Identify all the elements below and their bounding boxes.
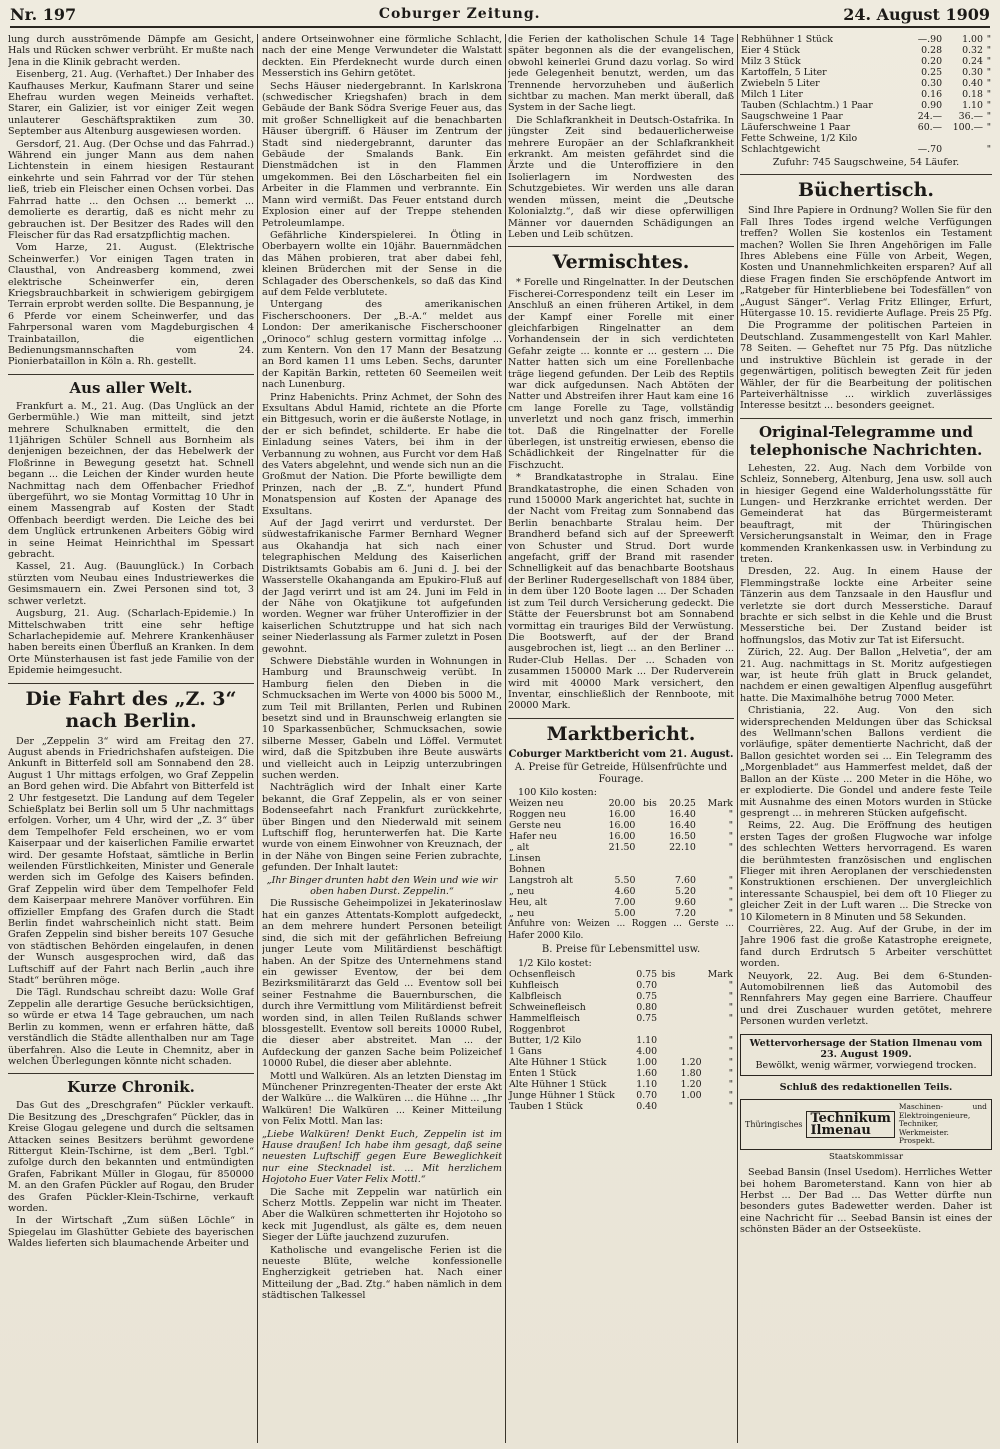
article-paragraph: Nachträglich wird der Inhalt einer Karte bekannt, die Graf Zeppelin, als er von seiner Bodenseefahrt nach Frankfurt zurückkehrte, über Bingen und den Niederwald mit seinem Luftschiff flog, herunterwerfen hat. Die Karte wurde von einem Einwohner von Kreuznach, der in der Nähe von Bingen seine Ferien zubrachte, gefunden. Der Inhalt lautet:	[262, 782, 502, 874]
price-value: 7.60	[675, 875, 696, 887]
masthead	[10, 2, 990, 28]
price-item: Alte Hühner 1 Stück	[509, 1057, 607, 1068]
newspaper-title: Coburger Zeitung.	[378, 6, 541, 22]
price-value: "	[728, 908, 733, 920]
price-value: 9.60	[675, 897, 696, 909]
price-value: 1.10	[636, 1035, 658, 1046]
price-row	[508, 908, 734, 919]
column-1	[8, 34, 254, 1443]
price-value	[658, 1035, 676, 1046]
weather-text: Bewölkt, wenig wärmer, vorwiegend trocken.	[755, 1060, 977, 1072]
article-paragraph: Schwere Diebstähle wurden in Wohnungen in Hamburg und Braunschweig verübt. In Hamburg fielen den Dieben in die Schmucksachen im Werte von 4000 bis 5000 M., zum Teil mit Brillanten, Perlen und Rubinen besetzt sind und in Braunschweig erlangten sie 10 Sparkassenbücher, Schmucksachen, sowie silberne Messer, Gabeln und Löffel. Vermutet wird, daß die Spitzbuben ihre Beute auswärts und vielleicht auch in Leipzig unterzubringen suchen werden.	[262, 655, 502, 781]
price-value	[658, 853, 697, 864]
price-value: 0.75	[636, 1013, 658, 1024]
price-item: Hafer neu	[509, 831, 557, 843]
price-value	[658, 1024, 676, 1035]
price-row	[740, 111, 992, 122]
price-value: 0.20	[921, 56, 943, 67]
price-value: 1.00	[962, 34, 983, 45]
price-value	[676, 1035, 702, 1046]
price-row	[740, 122, 992, 133]
article-paragraph: Kassel, 21. Aug. (Bauunglück.) In Corbach stürzten vom Neubau eines Industriewerkes die Gesimsmauern ein. Zwei Personen sind tot, 3 schwer verletzt.	[8, 561, 254, 607]
article-paragraph: andere Ortseinwohner eine förmliche Schlacht, nach der eine Menge Verwundeter die Walstatt deckten. Ein Pferdeknecht wurde durch einen Messerstich ins Gehirn getötet.	[262, 34, 502, 80]
price-value	[676, 1002, 702, 1013]
price-value	[943, 144, 984, 155]
price-value: bis	[661, 969, 676, 980]
price-value	[658, 991, 676, 1002]
article-paragraph: Die Russische Geheimpolizei in Jekaterinoslaw hat ein ganzes Attentats-Komplott aufgedeckt, an dem mehrere hundert Personen beteiligt sind, die sich mit der gefährlichen Befreiung junger Leute vom Militärdienst beschäftigt haben. An der Spitze des Unternehmens stand ein gewisser Eventow, der bei dem Bezirksmilitärarzt das Geld ... Eventow soll bei seiner Festnahme die Bauernburschen, die durch ihre Vermittlung vom Militärdienst befreit worden sind, in allen Teilen Rußlands schwer blossgestellt. Eventow soll bereits 10000 Rubel, die dieser aber abstreitet. Man ... der Aufdeckung der ganzen Sache beim Polizeichef 10000 Rubel, die dieser aber ablehnte.	[262, 898, 502, 1070]
price-row	[740, 144, 992, 155]
column-divider	[737, 34, 738, 1443]
ad-label: Thüringisches	[745, 1120, 803, 1129]
end-of-editorial: Schluß des redaktionellen Teils.	[779, 1081, 953, 1093]
price-item: Tauben (Schlachtm.) 1 Paar	[741, 100, 873, 111]
price-value: 100.—	[952, 122, 983, 133]
price-value: 1.20	[680, 1057, 702, 1068]
price-item: Roggen neu	[509, 809, 566, 821]
price-value: Mark	[707, 969, 733, 980]
column-divider	[257, 34, 258, 1443]
article-paragraph: Zürich, 22. Aug. Der Ballon „Helvetia“, der am 21. Aug. nachmittags in St. Moritz aufgestiegen war, ist heute früh glatt in Bruck gelandet, nachdem er einen gewaltigen Alpenflug ausgeführt hatte. Die Maximalhöhe betrug 7000 Meter.	[740, 647, 992, 704]
price-value	[658, 1002, 676, 1013]
price-value: 1.20	[680, 1079, 702, 1090]
price-value	[676, 969, 702, 980]
market-unit: 100 Kilo kosten:	[518, 786, 597, 798]
price-row	[740, 56, 992, 67]
price-value: 5.20	[675, 886, 696, 898]
price-row	[508, 1013, 734, 1024]
price-value: 7.00	[614, 897, 636, 909]
price-value: "	[728, 1002, 733, 1013]
price-value	[632, 1024, 658, 1035]
price-value: 1.80	[680, 1068, 702, 1079]
article-paragraph: In der Wirtschaft „Zum süßen Löchle“ in Spiegelau im Glashütter Gebiete des bayerischen Waldes lieferten sich blaumachende Arbeiter und	[8, 1215, 254, 1250]
article-paragraph: Mottl und Walküren. Als an letzten Dienstag im Münchener Prinzregenten-Theater der erste Akt der Walküre ... die Walküren ... die Hühne ... „Ihr Walküren! Die Walküren ... Keiner Mitteilung von Felix Mottl. Man las:	[262, 1070, 502, 1128]
article-paragraph: Dresden, 22. Aug. In einem Hause der Flemmingstraße lockte eine Arbeiter seine Tänzerin aus dem Tanzsaale in den Hausflur und verletzte sie dort durch Messerstiche. Darauf brachte er sich selbst in die Kehle und die Brust Messerstiche bei. Der Zustand beider ist hoffnungslos, das Motiv zur Tat ist Eifersucht.	[740, 566, 992, 646]
price-row	[508, 1035, 734, 1046]
price-value: 1.00	[680, 1090, 702, 1101]
price-value: 0.18	[962, 89, 983, 100]
quote: „Ihr Binger drunten habt den Wein und wie wir oben haben Durst. Zeppelin.“	[266, 874, 498, 898]
article-paragraph: Prinz Habenichts. Prinz Achmet, der Sohn des Exsultans Abdul Hamid, richtete an die Pforte ein Bittgesuch, worin er die äußerste Notlage, in der er sich befindet, schilderte. Er habe die Einladung seines Vaters, bei ihm in der Verbannung zu wohnen, aus Furcht vor dem Haß des Vaters abgelehnt, und wende sich nun an die Großmut der Nation. Die Pforte bewilligte dem Prinzen, nach der „B. Z.“, hundert Pfund Monatspension auf Kosten der Apanage des Exsultans.	[262, 391, 502, 517]
price-value	[636, 842, 657, 853]
price-row	[740, 45, 992, 56]
article-paragraph: Sechs Häuser niedergebrannt. In Karlskrona (schwedischer Kriegshafen) brach in dem Gebäude der Bank Södra Sverige Feuer aus, das mit großer Schnelligkeit auf die benachbarten Häuser übergriff. 6 Häuser im Zentrum der Stadt sind niedergebrannt, darunter das Gebäude der Smalands Bank. Ein Dienstmädchen ist in den Flammen umgekommen. Bei den Löscharbeiten fiel ein Arbeiter in die Flammen und verbrannte. Ein Mann wird vermißt. Das Feuer entstand durch Explosion einer auf der Treppe stehenden Petroleumlampe.	[262, 80, 502, 229]
price-value: 5.50	[614, 875, 636, 887]
price-item: Milz 3 Stück	[741, 56, 801, 67]
quote: „Liebe Walküren! Denkt Euch, Zeppelin ist im Hause draußen! Ich habe ihm gesagt, daß seine neuesten Luftschiff gegen Eure Beweglichkeit nur eine Stecknadel ist. ... Mit herzlichem Hojotoho Euer Vater Felix Mottl.“	[262, 1128, 502, 1186]
price-value: 0.28	[921, 45, 943, 56]
supply-line: Zufuhr: 745 Saugschweine, 54 Läufer.	[772, 157, 960, 168]
price-value	[636, 897, 657, 908]
price-value	[636, 831, 657, 842]
price-row	[508, 798, 734, 809]
advertisement	[740, 1099, 992, 1150]
price-value	[597, 853, 636, 864]
price-row	[740, 34, 992, 45]
price-item: Kuhfleisch	[509, 980, 559, 991]
price-value: "	[728, 1079, 733, 1090]
price-item: Zwiebeln 5 Liter	[741, 78, 820, 89]
price-value: 1.10	[962, 100, 983, 111]
price-item: Linsen	[509, 853, 541, 865]
price-value	[597, 864, 636, 875]
price-row	[508, 864, 734, 875]
price-row	[508, 1024, 734, 1035]
price-item: Roggenbrot	[509, 1024, 566, 1035]
price-item: Ochsenfleisch	[509, 969, 576, 980]
price-value: "	[728, 820, 733, 832]
price-value: "	[728, 1046, 733, 1057]
section-heading: Marktbericht.	[508, 718, 734, 745]
price-value: 4.00	[636, 1046, 658, 1057]
article-paragraph: die Ferien der katholischen Schule 14 Tage später begonnen als die der evangelischen, obwohl keinerlei Grund dazu vorlag. So wird jede Gelegenheit benutzt, werden, um das Trennende hervorzuheben und äußerlich sichtbar zu machen. Man merkt überall, daß System in der Sache liegt.	[508, 34, 734, 114]
price-item: Eier 4 Stück	[741, 45, 800, 56]
price-value: 16.00	[608, 809, 636, 821]
price-item: Tauben 1 Stück	[509, 1101, 583, 1112]
price-row	[508, 1079, 734, 1090]
price-row	[508, 809, 734, 820]
price-item: „ neu	[509, 908, 535, 920]
price-value: "	[986, 100, 991, 111]
price-item: Schlachtgewicht	[741, 144, 820, 155]
price-value: 0.24	[962, 56, 983, 67]
price-row	[508, 969, 734, 980]
price-value	[658, 1057, 676, 1068]
article-paragraph: Die Tägl. Rundschau schreibt dazu: Wolle Graf Zeppelin alle derartige Gesuche berücksichtigen, so würde er etwa 14 Tage gebrauchen, um nach Berlin zu kommen, wenn er erfahren hätte, daß verständlich die Städte allenthalben nur am Tage überfahren. Also die Leute in Chemnitz, aber in welchen Überlegungen könnte nicht schaden.	[8, 987, 254, 1067]
price-value: "	[728, 980, 733, 991]
article-paragraph: Christiania, 22. Aug. Von den sich widersprechenden Meldungen über das Schicksal des Wellmann'schen Ballons verdient die vorläufige, später dementierte Nachricht, daß der Ballon gesichtet worden sei ... Ein Telegramm des „Morgenbladet“ aus Hammerfest meldet, daß der Ballon an der Küste ... 200 Meter in die Höhe, wo er explodierte. Die Gondel und andere feste Teile mit Ausnahme des einen Motors wurden in Stücke gesprengt ... in mehreren Stücken aufgefischt.	[740, 705, 992, 819]
price-row	[740, 89, 992, 100]
price-value: 0.70	[636, 1090, 658, 1101]
price-value	[658, 980, 676, 991]
issue-number: Nr. 197	[10, 4, 77, 24]
price-item: 1 Gans	[509, 1046, 542, 1057]
price-item: Kalbfleisch	[509, 991, 562, 1002]
column-divider	[505, 34, 506, 1443]
price-value	[676, 1101, 702, 1112]
price-value	[676, 991, 702, 1002]
price-value: 20.00	[608, 798, 636, 810]
price-value: "	[986, 89, 991, 100]
price-value	[910, 133, 943, 144]
article-paragraph: Augsburg, 21. Aug. (Scharlach-Epidemie.) In Mittelschwaben tritt eine sehr heftige Scharlachepidemie auf. Mehrere Krankenhäuser haben bereits einen Überfluß an Kranken. In dem Orte Münsterhausen ist fast jede Familie von der Epidemie heimgesucht.	[8, 608, 254, 677]
price-row	[508, 1057, 734, 1068]
price-value: "	[986, 122, 991, 133]
article-paragraph: Untergang des amerikanischen Fischerschooners. Der „B.-A.“ meldet aus London: Der amerikanische Fischerschooner „Orinoco“ schlug gestern vormittag infolge ... zum Kentern. Von den 17 Mann der Besatzung an Bord kamen 11 ums Leben. Sechs, darunter der Kapitän Barkin, retteten 60 Seemeilen weit nach Lunenburg.	[262, 299, 502, 391]
section-heading: Original-Telegramme und telephonische Nachrichten.	[740, 418, 992, 459]
price-value: 0.80	[636, 1002, 658, 1013]
price-item: Langstroh alt	[509, 875, 573, 887]
article-paragraph: Katholische und evangelische Ferien ist die neueste Blüte, welche konfessionelle Engherzigkeit getrieben hat. Nach einer Mitteilung der „Bad. Ztg.“ haben nämlich in dem städtischen Talkessel	[262, 1244, 502, 1302]
price-value	[943, 133, 984, 144]
price-value: 0.75	[636, 991, 658, 1002]
price-value: "	[728, 1101, 733, 1112]
price-row	[508, 1068, 734, 1079]
section-heading: Büchertisch.	[740, 174, 992, 201]
section-heading: Vermischtes.	[508, 246, 734, 273]
article-paragraph: lung durch ausströmende Dämpfe am Gesicht, Hals und Rücken schwer verbrüht. Er mußte nach Jena in die Klinik gebracht werden.	[8, 34, 254, 68]
price-value	[658, 1101, 676, 1112]
price-value	[703, 1024, 734, 1035]
price-item: Heu, alt	[509, 897, 548, 909]
price-value	[636, 875, 657, 886]
price-row	[508, 875, 734, 886]
column-3	[508, 34, 734, 1443]
price-value: 1.00	[636, 1057, 658, 1068]
price-value	[658, 1090, 676, 1101]
market-note: Anfuhre von: Weizen ... Roggen ... Gerste ... Hafer 2000 Kilo.	[508, 919, 734, 941]
price-value: 16.40	[669, 820, 696, 832]
article-paragraph: * Forelle und Ringelnatter. In der Deutschen Fischerei-Correspondenz teilt ein Leser im Anschluß an einen früheren Artikel, in dem der Kampf einer Forelle mit einer gleichfarbigen Ringelnatter an dem Vorhandensein der in sich verdichteten Gefahr zeigte ... konnte er ... gestern ... Die Natter hatten sich um eine Forellenbache träge liegend gefunden. Der Leib des Reptils war dick aufgedunsen. Nach Abtöten der Natter und Abstreifen ihrer Haut kam eine 16 cm lange Forelle zu Tage, vollständig unverletzt und noch ganz frisch, immerhin tot. Daß die Ringelnatter der Forelle überlegen, ist unstreitig erwiesen, ebenso die Schädlichkeit der Ringelnatter für die Fischzucht.	[508, 277, 734, 471]
column-4	[740, 34, 992, 1443]
price-value: "	[728, 897, 733, 909]
price-value: —.90	[917, 34, 943, 45]
price-row	[740, 67, 992, 78]
price-value: bis	[643, 798, 657, 810]
article-paragraph: Reims, 22. Aug. Die Eröffnung des heutigen ersten Tages der großen Flugwoche war infolge des schlechten Wetters hervorragend. Es waren die berühmtesten französischen und englischen Flieger mit ihren Aeroplanen der verschiedensten Konstruktionen erschienen. Der unvergleichlich interessante Schauspiel, bei dem oft 10 Flieger zu gleicher Zeit in der Luft waren ... Die Strecke von 10 Kilometern in 8 Minuten und 58 Sekunden.	[740, 820, 992, 923]
price-value	[658, 1013, 676, 1024]
price-value: "	[986, 67, 991, 78]
price-row	[508, 980, 734, 991]
price-value: 4.60	[614, 886, 636, 898]
ad-details: Maschinen- und Elektroingenieure, Techniker, Werkmeister. Prospekt.	[898, 1102, 987, 1146]
article-paragraph: Die Schlafkrankheit in Deutsch-Ostafrika. In jüngster Zeit sind bedauerlicherweise mehrere Europäer an der Schlafkrankheit erkrankt. Am meisten gefährdet sind die Ärzte und die Unteroffiziere in den Isolierlagern im Nordwesten des Schutzgebietes. Wir werden uns alle daran wenden müssen, meint die „Deutsche Kolonialztg.“, daß wir diese opferwilligen Männer vor dauernden Schädigungen an Leben und Leib schützen.	[508, 114, 734, 240]
article-paragraph: Vom Harze, 21. August. (Elektrische Scheinwerfer.) Vor einigen Tagen traten in Clausthal, von Andreasberg kommend, zwei elektrische Scheinwerfer ein, deren Kriegsbrauchbarkeit in schwierigem gebirgigem Terrain erprobt werden sollte. Die Bespannung, je 6 Pferde vor einem Scheinwerfer, und das Fahrpersonal waren vom Magdeburgischen 4 Trainbataillon, die eigentlichen Bedienungsmannschaften vom 24. Pionierbataillon in Köln a. Rh. gestellt.	[8, 242, 254, 368]
price-value: 7.20	[675, 908, 696, 920]
price-value: "	[728, 991, 733, 1002]
price-row	[508, 897, 734, 908]
price-value: —.70	[917, 144, 943, 155]
price-value: 0.75	[636, 969, 658, 980]
price-value: "	[986, 111, 991, 122]
price-row	[508, 853, 734, 864]
price-item: Kartoffeln, 5 Liter	[741, 67, 827, 78]
price-item: Bohnen	[509, 864, 546, 876]
price-value	[697, 853, 734, 864]
price-value: 16.50	[669, 831, 696, 843]
price-value: 16.00	[608, 831, 636, 843]
price-item: „ alt	[509, 842, 530, 854]
price-item: Gerste neu	[509, 820, 562, 832]
price-row	[740, 133, 992, 144]
price-row	[740, 100, 992, 111]
price-value: 0.40	[962, 78, 983, 89]
price-value: 0.32	[962, 45, 983, 56]
price-row	[508, 1002, 734, 1013]
price-value: 0.25	[921, 67, 943, 78]
price-value: "	[728, 842, 733, 854]
article-paragraph: Die Programme der politischen Parteien in Deutschland. Zusammengestellt von Karl Mahler. 78 Seiten. — Geheftet nur 75 Pfg. Das nützliche und instruktive Büchlein ist gerade in der gegenwärtigen, politisch bewegten Zeit für jeden Wähler, der für die Bearbeitung der politischen Parteiverhältnisse ... wirklich zuverlässiges Interesse besitzt ... besonders geeignet.	[740, 320, 992, 412]
price-item: Rebhühner 1 Stück	[741, 34, 833, 45]
price-value: 21.50	[608, 842, 636, 854]
market-subheading: B. Preise für Lebensmittel usw.	[541, 944, 701, 956]
price-value	[636, 809, 657, 820]
price-item: Butter, 1/2 Kilo	[509, 1035, 582, 1046]
price-value	[984, 133, 992, 144]
price-row	[508, 1101, 734, 1112]
price-value: "	[728, 1057, 733, 1068]
article-paragraph: * Brandkatastrophe in Stralau. Eine Brandkatastrophe, die einen Schaden von rund 150000 Mark angerichtet hat, suchte in der Nacht vom Freitag zum Sonnabend das Berlin benachbarte Stralau heim. Der Brandherd befand sich auf der Spreewerft von Schuster und Strud. Dort wurde angefacht, griff der Brand mit rasender Schnelligkeit auf das benachbarte Bootshaus der Berliner Rudergesellschaft von 1884 über, in dem über 120 Boote lagen ... Der Schaden ist zum Teil durch Versicherung gedeckt. Die Stätte der Feuersbrunst bot am Sonnabend vormittag ein trauriges Bild der Verwüstung. Die Bootswerft, auf der der Brand ausgebrochen ist, liegt ... an den Berliner ... Ruder-Club Hellas. Der ... Schaden von zusammen 150000 Mark ... Der Ruderverein wird mit 40000 Mark versichert, den Inventar, einschließlich der Rennboote, mit 20000 Mark.	[508, 472, 734, 712]
section-heading: Die Fahrt des „Z. 3“ nach Berlin.	[8, 683, 254, 732]
price-value: Mark	[707, 798, 733, 810]
price-value	[676, 1046, 702, 1057]
price-item: Weizen neu	[509, 798, 564, 810]
price-value: 0.30	[962, 67, 983, 78]
price-value: "	[986, 56, 991, 67]
price-row	[508, 831, 734, 842]
article-paragraph: Sind Ihre Papiere in Ordnung? Wollen Sie für den Fall Ihres Todes irgend welche Verfügungen treffen? Wollen Sie kostenlos ein Testament machen? Wollen Sie Ihren Angehörigen im Falle Ihres Ablebens eine Fülle von Arbeit, Wegen, Kosten und Unannehmlichkeiten ersparen? Auf all diese Fragen finden Sie erschöpfende Antwort im „Ratgeber für Hinterbliebene bei Todesfällen“ von „August Sänger“. Verlag Fritz Ellinger, Erfurt, Hütergasse 10. 15. revidierte Auflage. Preis 25 Pfg.	[740, 205, 992, 320]
price-value: "	[728, 886, 733, 898]
price-item: Fette Schweine, 1/2 Kilo	[741, 133, 858, 144]
price-value	[658, 1046, 676, 1057]
price-value: "	[728, 1035, 733, 1046]
price-value: "	[728, 809, 733, 821]
price-item: Saugschweine 1 Paar	[741, 111, 843, 122]
article-paragraph: Auf der Jagd verirrt und verdurstet. Der südwestafrikanische Farmer Bernhard Wegner aus Okahandja hat sich nach einer telegraphischen Meldung des Kaiserlichen Distriktsamts Gobabis am 6. Juni d. J. bei der Wasserstelle Okahanganda am Epukiro-Fluß auf der Jagd verirrt und ist am 24. Juni im Feld in der Nähe von Okatjikune tot aufgefunden worden. Wegner war früher Unteroffizier in der kaiserlichen Schutztruppe und hat sich nach seiner Niederlassung als Farmer zuletzt in Posen gewohnt.	[262, 518, 502, 655]
weather-title: Wettervorhersage der Station Ilmenau vom 23. August 1909.	[749, 1037, 983, 1061]
price-item: Junge Hühner 1 Stück	[509, 1090, 615, 1101]
price-value: 0.40	[636, 1101, 658, 1112]
price-value: "	[986, 45, 991, 56]
price-table	[740, 34, 992, 155]
price-value: "	[986, 144, 991, 155]
price-value: 0.30	[921, 78, 943, 89]
price-value: "	[728, 1090, 733, 1101]
price-row	[508, 1046, 734, 1057]
price-row	[508, 842, 734, 853]
article-paragraph: Frankfurt a. M., 21. Aug. (Das Unglück an der Gerbermühle.) Wie man mitteilt, sind jetzt mehrere Schulknaben ermittelt, die den 11jährigen Schüler Schnell aus Bornheim als denjenigen bezeichnen, der das Hebelwerk der Floßrinne in Bewegung gesetzt hat. Schnell begann ... die Leichen der Kinder wurden heute Nachmittag nach dem Offenbacher Friedhof übergeführt, wo sie Montag Vormittag 10 Uhr in einem Massengrab auf Kosten der Stadt Offenbach beerdigt werden. Die Leiche des bei dem Unglück ertrunkenen Arbeiters Göbig wird in seine Heimat Heinrichthal im Spessart gebracht.	[8, 400, 254, 561]
price-value: 22.10	[669, 842, 696, 854]
price-item: Schweinefleisch	[509, 1002, 586, 1013]
price-value	[676, 980, 702, 991]
price-row	[740, 78, 992, 89]
article-paragraph: Gersdorf, 21. Aug. (Der Ochse und das Fahrrad.) Während ein junger Mann aus dem nahen Lichtenstein in einem hiesigen Restaurant einkehrte und sein Fahrrad vor der Tür stehen ließ, trieb ein Fleischer einen Ochsen vorbei. Das Fahrrad hatte ... den Ochsen ... bemerkt ... demolierte es derartig, daß es nicht mehr zu gebrauchen ist. Der Besitzer des Rades will den Fleischer für das Rad ersatzpflichtig machen.	[8, 138, 254, 241]
issue-date: 24. August 1909	[843, 4, 990, 24]
price-value: 0.90	[921, 100, 943, 111]
price-value: 0.16	[921, 89, 943, 100]
grain-price-table	[508, 798, 734, 919]
article-paragraph: Das Gut des „Dreschgrafen“ Pückler verkauft. Die Besitzung des „Dreschgrafen“ Pückler, das in Kreise Glogau gelegene und durch die seltsamen Attacken seines Besitzers berühmt gewordene Rittergut Klein-Tschirne, ist dem „Berl. Tgbl.“ zufolge durch den bekannten und entmündigten Grafen, Fabrikant Müller in Glogau, für 850000 M. an den Grafen Pückler auf Rogau, den Bruder des Grafen Pückler-Klein-Tschirne, verkauft worden.	[8, 1100, 254, 1214]
price-item: Alte Hühner 1 Stück	[509, 1079, 607, 1090]
price-value	[636, 908, 657, 919]
price-value	[636, 886, 657, 897]
article-paragraph: Neuyork, 22. Aug. Bei dem 6-Stunden-Automobilrennen ließ das Automobil des Rennfahrers May gegen eine Barriere. Chauffeur und drei Zuschauer wurden getötet, mehrere Personen wurden verletzt.	[740, 970, 992, 1028]
price-value	[676, 1024, 702, 1035]
article-paragraph: Seebad Bansin (Insel Usedom). Herrliches Wetter bei hohem Barometerstand. Kann von hier ab Herbst ... Der Bad ... Das Wetter dürfte nun besonders gutes Badewetter werden. Daher ist eine Nachricht für ... Seebad Bansin ist eines der schönsten Bäder an der Ostseeküste.	[740, 1167, 992, 1236]
price-value: 0.70	[636, 980, 658, 991]
article-paragraph: Lehesten, 22. Aug. Nach dem Vorbilde von Schleiz, Sonneberg, Altenburg, Jena usw. soll auch in hiesiger Gegend eine Walderholungsstätte für Lungen- und Herzkranke errichtet werden. Der Gemeinderat hat das Bürgermeisteramt beauftragt, mit der Thüringischen Versicherungsanstalt in Weimar, den in Frage kommenden Krankenkassen usw. in Verbindung zu treten.	[740, 462, 992, 565]
market-title: Coburger Marktbericht vom 21. August.	[508, 748, 734, 760]
price-row	[508, 820, 734, 831]
price-row	[508, 886, 734, 897]
column-2	[262, 34, 502, 1443]
price-value: "	[728, 875, 733, 887]
market-subheading: A. Preise für Getreide, Hülsenfrüchte und Fourage.	[514, 762, 728, 785]
price-value	[658, 864, 697, 875]
price-value	[658, 1068, 676, 1079]
price-value: 36.—	[958, 111, 983, 122]
article-paragraph: Der „Zeppelin 3“ wird am Freitag den 27. August abends in Friedrichshafen aufsteigen. Die Ankunft in Bitterfeld soll am Sonnabend den 28. August 1 Uhr mittags erfolgen, wo Graf Zeppelin an Bord gehen wird. Die Abfahrt von Bitterfeld ist 2 Uhr festgesetzt. Die Landung auf dem Tegeler Schießplatz bei Berlin soll um 5 Uhr nachmittags erfolgen. Vorher, um 4 Uhr, wird der „Z. 3“ über dem Tempelhofer Feld erscheinen, wo er vom Kaiserpaar und der kaiserlichen Familie erwartet wird. Der gesamte Hofstaat, sämtliche in Berlin weilenden Fürstlichkeiten, Minister und Generale werden sich im Gefolge des Kaisers befinden. Graf Zeppelin wird über dem Tempelhofer Feld dem Kaiserpaar mehrere Manöver vorführen. Ein offizieller Empfang des Grafen durch die Stadt Berlin findet wahrscheinlich nicht statt. Beim Grafen Zeppelin sind bisher bereits 107 Gesuche von städtischen Behörden eingelaufen, in denen der Wunsch ausgesprochen wird, daß das Luftschiff auf der Fahrt nach Berlin „auch ihre Stadt“ berühren möge.	[8, 735, 254, 987]
price-value: 1.10	[636, 1079, 658, 1090]
article-paragraph: Gefährliche Kinderspielerei. In Ötling in Oberbayern wollte ein 10jähr. Bauernmädchen das Mähen probieren, trat aber dabei fehl, kleinen Brüderchen mit der Sense in die Schlagader des Oberschenkels, so daß das Kind auf dem Felde verblutete.	[262, 229, 502, 298]
price-item: Hammelfleisch	[509, 1013, 580, 1024]
article-paragraph: Courrières, 22. Aug. Auf der Grube, in der im Jahre 1906 fast die große Katastrophe ereignete, fand durch Erdrutsch 5 Arbeiter verschüttet worden.	[740, 923, 992, 970]
price-value: 5.00	[614, 908, 636, 920]
price-value: "	[728, 1013, 733, 1024]
price-value	[636, 820, 657, 831]
weather-box	[740, 1034, 992, 1076]
market-unit: 1/2 Kilo kostet:	[518, 957, 592, 969]
price-item: Enten 1 Stück	[509, 1068, 577, 1079]
price-value	[697, 864, 734, 875]
food-price-table	[508, 969, 734, 1112]
price-value: "	[986, 34, 991, 45]
price-value	[636, 864, 657, 875]
section-heading: Kurze Chronik.	[8, 1073, 254, 1096]
article-paragraph: Eisenberg, 21. Aug. (Verhaftet.) Der Inhaber des Kaufhauses Merkur, Kaufmann Starer und seine Ehefrau wurden wegen Meineids verhaftet. Starer, ein Galizier, ist vor einiger Zeit wegen unlauterer Geschäftspraktiken zum 30. September aus Altenburg ausgewiesen worden.	[8, 69, 254, 138]
price-value: 1.60	[636, 1068, 658, 1079]
price-value	[658, 1079, 676, 1090]
price-value: 24.—	[917, 111, 943, 122]
price-value: "	[986, 78, 991, 89]
section-heading: Aus aller Welt.	[8, 374, 254, 397]
price-value: 16.40	[669, 809, 696, 821]
price-value	[676, 1013, 702, 1024]
price-row	[508, 1090, 734, 1101]
price-value: 16.00	[608, 820, 636, 832]
price-item: Milch 1 Liter	[741, 89, 803, 100]
price-value: 20.25	[669, 798, 696, 810]
price-row	[508, 991, 734, 1002]
price-value	[636, 853, 657, 864]
price-item: „ neu	[509, 886, 535, 898]
ad-name: Technikum Ilmenau	[806, 1111, 894, 1138]
article-paragraph: Die Sache mit Zeppelin war natürlich ein Scherz Mottls. Zeppelin war nicht im Theater. Aber die Walküren schmetterten ihr Hojotoho so keck mit Jugendlust, als gälte es, dem neuen Sieger der Lüfte jauchzend zuzurufen.	[262, 1186, 502, 1244]
price-value: "	[728, 1068, 733, 1079]
ad-subline: Staatskommissar	[828, 1151, 904, 1162]
price-item: Läuferschweine 1 Paar	[741, 122, 851, 133]
price-value: "	[728, 831, 733, 843]
price-value: 60.—	[917, 122, 943, 133]
